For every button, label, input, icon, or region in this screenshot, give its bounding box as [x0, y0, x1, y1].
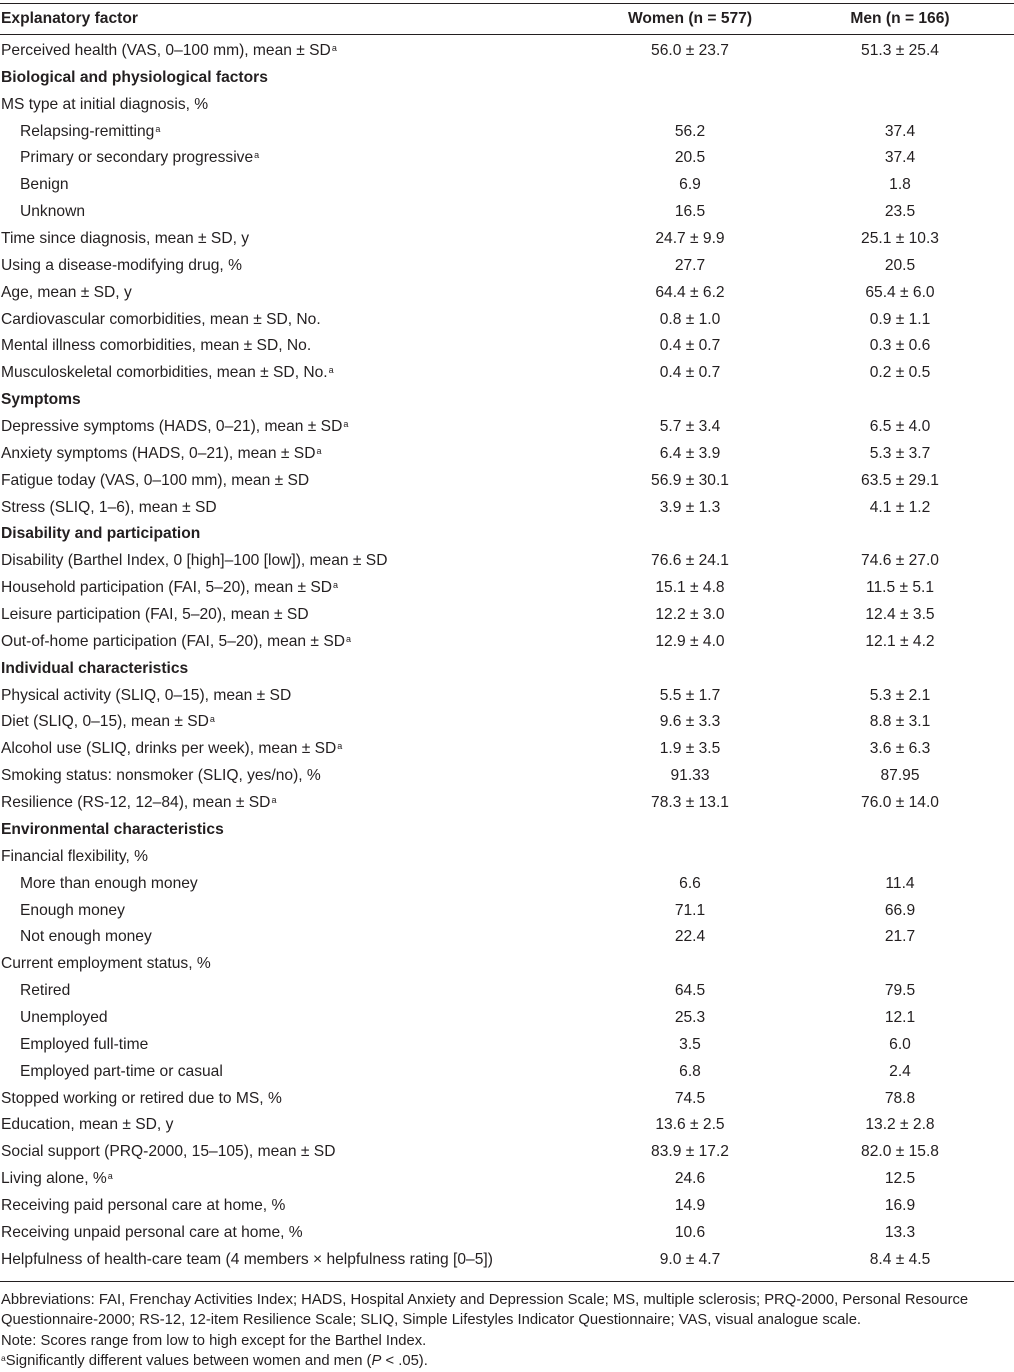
- women-value: 6.8: [679, 1062, 701, 1080]
- significance-marker: a: [107, 1171, 113, 1182]
- row-label-text: Leisure participation (FAI, 5–20), mean ± SD: [1, 606, 309, 624]
- table-row: [0, 333, 1014, 360]
- row-label: [1, 92, 208, 119]
- women-value: 0.8 ± 1.0: [659, 310, 721, 328]
- row-label: [1, 844, 148, 871]
- table-header: [0, 4, 1014, 35]
- women-value: 9.6 ± 3.3: [659, 713, 721, 731]
- men-value: 1.8: [889, 176, 911, 194]
- row-label-text: Biological and physiological factors: [1, 68, 268, 86]
- table-row: [0, 92, 1014, 119]
- men-value: 13.3: [884, 1223, 916, 1241]
- men-value: 0.3 ± 0.6: [869, 337, 931, 355]
- men-value: 66.9: [884, 901, 916, 919]
- row-label: [1, 629, 351, 656]
- table-row: [0, 898, 1014, 925]
- row-label-text: Living alone, %: [1, 1170, 107, 1188]
- header-women: Women (n = 577): [627, 10, 753, 27]
- row-label: [20, 119, 160, 146]
- table-row: [0, 1112, 1014, 1139]
- row-label: [1, 307, 321, 334]
- table-row: [0, 199, 1014, 226]
- table-row: [0, 763, 1014, 790]
- row-label-text: Retired: [20, 982, 71, 1000]
- row-label-text: Fatigue today (VAS, 0–100 mm), mean ± SD: [1, 471, 310, 489]
- table-row: [0, 414, 1014, 441]
- significance-marker: a: [328, 365, 334, 376]
- women-value: 3.9 ± 1.3: [659, 498, 721, 516]
- women-value: 27.7: [674, 256, 706, 274]
- abbreviations-note: Abbreviations: FAI, Frenchay Activities Index; HADS, Hospital Anxiety and Depression Scale; MS, multiple sclerosis; PRQ-2000, Personal Resource Questionnaire-2000; RS-12, 12-item Resilience Scale; SLIQ, Simple Lifestyles Indicator Questionnaire; VAS, visual analogue scale.: [1, 1291, 969, 1329]
- row-label-text: Alcohol use (SLIQ, drinks per week), mean ± SD: [1, 740, 337, 758]
- table-row: [0, 951, 1014, 978]
- men-value: 74.6 ± 27.0: [861, 552, 939, 570]
- table-row: [0, 1193, 1014, 1220]
- table-row: [0, 1059, 1014, 1086]
- women-value: 0.4 ± 0.7: [659, 337, 721, 355]
- row-label-text: Financial flexibility, %: [1, 847, 149, 865]
- table-row: [0, 1139, 1014, 1166]
- row-label-text: Out-of-home participation (FAI, 5–20), mean ± SD: [1, 632, 345, 650]
- table-row: [0, 683, 1014, 710]
- row-label-text: Household participation (FAI, 5–20), mean ± SD: [1, 579, 333, 597]
- table-row: [0, 1086, 1014, 1113]
- row-label-text: Diet (SLIQ, 0–15), mean ± SD: [1, 713, 209, 731]
- table-row: [0, 226, 1014, 253]
- table-row: [0, 629, 1014, 656]
- row-label: [1, 468, 309, 495]
- women-value: 10.6: [674, 1223, 706, 1241]
- significance-marker: a: [316, 445, 322, 456]
- table-row: [0, 736, 1014, 763]
- row-label: [1, 951, 211, 978]
- table-row: [0, 441, 1014, 468]
- men-value: 82.0 ± 15.8: [861, 1143, 939, 1161]
- row-label-text: Unknown: [20, 203, 86, 221]
- row-label-text: Stress (SLIQ, 1–6), mean ± SD: [1, 498, 217, 516]
- men-value: 21.7: [884, 928, 916, 946]
- women-value: 14.9: [674, 1196, 706, 1214]
- women-value: 22.4: [674, 928, 706, 946]
- row-label: [1, 1193, 285, 1220]
- row-label: [20, 199, 85, 226]
- row-label-text: Stopped working or retired due to MS, %: [1, 1089, 282, 1107]
- row-label: [20, 172, 69, 199]
- row-label-text: Physical activity (SLIQ, 0–15), mean ± SD: [1, 686, 292, 704]
- table-row: [0, 602, 1014, 629]
- row-label: [1, 817, 224, 844]
- men-value: 0.9 ± 1.1: [869, 310, 931, 328]
- women-value: 1.9 ± 3.5: [659, 740, 721, 758]
- row-label-text: Benign: [20, 176, 69, 194]
- table-row: [0, 978, 1014, 1005]
- men-value: 8.4 ± 4.5: [869, 1250, 931, 1268]
- row-label: [20, 978, 70, 1005]
- row-label-text: Relapsing-remitting: [20, 122, 155, 140]
- section-heading-row: [0, 817, 1014, 844]
- table-row: [0, 1005, 1014, 1032]
- row-label: [1, 1139, 335, 1166]
- women-value: 6.9: [679, 176, 701, 194]
- men-value: 6.5 ± 4.0: [869, 418, 931, 436]
- row-label: [1, 38, 337, 65]
- header-factor: Explanatory factor: [1, 10, 138, 27]
- women-value: 9.0 ± 4.7: [659, 1250, 721, 1268]
- significance-marker: a: [271, 795, 277, 806]
- row-label-text: Time since diagnosis, mean ± SD, y: [1, 230, 250, 248]
- row-label: [1, 333, 311, 360]
- row-label: [1, 602, 309, 629]
- row-label: [1, 1166, 113, 1193]
- row-label-text: Social support (PRQ-2000, 15–105), mean ± SD: [1, 1143, 336, 1161]
- table-row: [0, 119, 1014, 146]
- women-value: 76.6 ± 24.1: [651, 552, 729, 570]
- men-value: 3.6 ± 6.3: [869, 740, 931, 758]
- significance-marker: a: [331, 43, 337, 53]
- table-row: [0, 360, 1014, 387]
- row-label: [20, 924, 152, 951]
- men-value: 79.5: [884, 982, 916, 1000]
- men-value: 23.5: [884, 203, 916, 221]
- table-row: [0, 871, 1014, 898]
- row-label-text: Perceived health (VAS, 0–100 mm), mean ± SD: [1, 42, 331, 59]
- table-row: [0, 172, 1014, 199]
- men-value: 5.3 ± 3.7: [869, 444, 931, 462]
- men-value: 37.4: [884, 149, 916, 167]
- row-label-text: Employed part-time or casual: [20, 1062, 223, 1080]
- women-value: 25.3: [674, 1008, 706, 1026]
- row-label: [20, 898, 125, 925]
- row-label: [1, 790, 276, 817]
- row-label: [1, 226, 249, 253]
- row-label: [1, 521, 200, 548]
- table-row: [0, 1247, 1014, 1274]
- table-body: [0, 38, 1014, 1274]
- women-value: 12.2 ± 3.0: [655, 606, 725, 624]
- women-value: 16.5: [674, 203, 706, 221]
- row-label-text: Primary or secondary progressive: [20, 149, 254, 167]
- women-value: 24.6: [674, 1170, 706, 1188]
- significance-marker: a: [333, 580, 339, 591]
- row-label: [1, 736, 342, 763]
- row-label-text: Unemployed: [20, 1008, 108, 1026]
- men-value: 0.2 ± 0.5: [869, 364, 931, 382]
- women-value: 71.1: [674, 901, 706, 919]
- row-label: [1, 280, 132, 307]
- table-row: [0, 1166, 1014, 1193]
- women-value: 78.3 ± 13.1: [651, 794, 729, 812]
- section-heading-row: [0, 521, 1014, 548]
- row-label: [1, 1112, 173, 1139]
- row-label-text: Using a disease-modifying drug, %: [1, 256, 242, 274]
- row-label-text: Individual characteristics: [1, 659, 189, 677]
- table-row: [0, 253, 1014, 280]
- men-value: 5.3 ± 2.1: [869, 686, 931, 704]
- women-value: 74.5: [674, 1089, 706, 1107]
- header-men: Men (n = 166): [850, 10, 950, 27]
- table-footnotes: [0, 1281, 1014, 1372]
- row-label: [20, 145, 259, 172]
- men-value: 87.95: [880, 767, 920, 785]
- row-label: [20, 1032, 148, 1059]
- men-value: 63.5 ± 29.1: [861, 471, 939, 489]
- women-value: 5.5 ± 1.7: [659, 686, 721, 704]
- men-value: 11.4: [885, 874, 915, 892]
- men-value: 13.2 ± 2.8: [865, 1116, 935, 1134]
- row-label-text: Anxiety symptoms (HADS, 0–21), mean ± SD: [1, 444, 316, 462]
- section-heading-row: [0, 656, 1014, 683]
- significance-marker: a: [209, 714, 215, 725]
- row-label: [1, 65, 268, 92]
- men-value: 12.5: [884, 1170, 916, 1188]
- row-label-text: Not enough money: [20, 928, 152, 946]
- women-value: 15.1 ± 4.8: [655, 579, 725, 597]
- row-label: [1, 441, 322, 468]
- row-label-text: Symptoms: [1, 391, 81, 409]
- row-label-text: Education, mean ± SD, y: [1, 1116, 174, 1134]
- men-value: 78.8: [884, 1089, 916, 1107]
- row-label: [20, 1059, 223, 1086]
- row-label: [1, 1086, 282, 1113]
- men-value: 20.5: [884, 256, 916, 274]
- row-label: [1, 656, 188, 683]
- women-value: 56.2: [674, 122, 706, 140]
- row-label-text: More than enough money: [20, 874, 198, 892]
- women-value: 64.4 ± 6.2: [655, 283, 725, 301]
- women-value: 64.5: [674, 982, 706, 1000]
- row-label-text: Mental illness comorbidities, mean ± SD, No.: [1, 337, 312, 355]
- women-value: 0.4 ± 0.7: [659, 364, 721, 382]
- men-value: 4.1 ± 1.2: [869, 498, 931, 516]
- women-value: 56.0 ± 23.7: [651, 42, 729, 59]
- table-row: [0, 145, 1014, 172]
- men-value: 65.4 ± 6.0: [865, 283, 935, 301]
- row-label-text: Current employment status, %: [1, 955, 211, 973]
- row-label-text: Receiving paid personal care at home, %: [1, 1196, 286, 1214]
- row-label: [1, 414, 348, 441]
- women-value: 91.33: [670, 767, 710, 785]
- row-label: [20, 1005, 108, 1032]
- row-label-text: Enough money: [20, 901, 125, 919]
- men-value: 2.4: [889, 1062, 911, 1080]
- significance-marker: a: [343, 419, 349, 430]
- row-label-text: Employed full-time: [20, 1035, 149, 1053]
- women-value: 83.9 ± 17.2: [651, 1143, 729, 1161]
- men-value: 12.1 ± 4.2: [865, 632, 935, 650]
- significance-marker: a: [254, 150, 260, 161]
- women-value: 6.6: [679, 874, 701, 892]
- row-label-text: Disability (Barthel Index, 0 [high]–100 [low]), mean ± SD: [1, 552, 388, 570]
- women-value: 56.9 ± 30.1: [651, 471, 729, 489]
- scores-note: Note: Scores range from low to high except for the Barthel Index.: [1, 1332, 427, 1349]
- men-value: 12.4 ± 3.5: [865, 606, 935, 624]
- table-row: [0, 307, 1014, 334]
- row-label: [1, 709, 215, 736]
- women-value: 5.7 ± 3.4: [659, 418, 721, 436]
- significance-marker: a: [345, 633, 351, 644]
- row-label: [1, 360, 334, 387]
- row-label-text: MS type at initial diagnosis, %: [1, 95, 209, 113]
- significance-marker: a: [337, 741, 343, 752]
- table-row: [0, 38, 1014, 65]
- row-label: [1, 495, 217, 522]
- row-label: [1, 575, 338, 602]
- table-row: [0, 790, 1014, 817]
- p-symbol: P: [371, 1353, 382, 1370]
- row-label-text: Resilience (RS-12, 12–84), mean ± SD: [1, 794, 271, 812]
- characteristics-table: [0, 3, 1014, 1372]
- table-row: [0, 844, 1014, 871]
- row-label-text: Helpfulness of health-care team (4 members × helpfulness rating [0–5]): [1, 1250, 493, 1268]
- men-value: 37.4: [884, 122, 916, 140]
- row-label: [1, 253, 242, 280]
- men-value: 25.1 ± 10.3: [861, 230, 939, 248]
- significance-marker: a: [155, 123, 161, 134]
- table-row: [0, 709, 1014, 736]
- men-value: 51.3 ± 25.4: [861, 42, 939, 59]
- row-label-text: Disability and participation: [1, 525, 201, 543]
- men-value: 11.5 ± 5.1: [865, 579, 935, 597]
- row-label: [1, 683, 291, 710]
- row-label-text: Musculoskeletal comorbidities, mean ± SD, No.: [1, 364, 328, 382]
- sig-text-end: < .05).: [381, 1353, 428, 1370]
- sig-text: Significantly different values between women and men (: [5, 1353, 372, 1370]
- men-value: 12.1: [884, 1008, 916, 1026]
- row-label: [1, 387, 81, 414]
- row-label-text: Smoking status: nonsmoker (SLIQ, yes/no), %: [1, 767, 321, 785]
- table-row: [0, 1032, 1014, 1059]
- row-label: [1, 548, 387, 575]
- table-row: [0, 468, 1014, 495]
- women-value: 13.6 ± 2.5: [655, 1116, 725, 1134]
- women-value: 24.7 ± 9.9: [655, 230, 725, 248]
- women-value: 20.5: [674, 149, 706, 167]
- row-label-text: Age, mean ± SD, y: [1, 283, 132, 301]
- men-value: 16.9: [884, 1196, 916, 1214]
- table-row: [0, 548, 1014, 575]
- row-label: [1, 1220, 303, 1247]
- table-row: [0, 280, 1014, 307]
- table-row: [0, 1220, 1014, 1247]
- row-label: [1, 763, 321, 790]
- women-value: 3.5: [679, 1035, 701, 1053]
- row-label: [1, 1247, 493, 1274]
- row-label-text: Depressive symptoms (HADS, 0–21), mean ± SD: [1, 418, 343, 436]
- section-heading-row: [0, 387, 1014, 414]
- significance-note: [1, 1351, 1014, 1372]
- table-row: [0, 924, 1014, 951]
- row-label-text: Environmental characteristics: [1, 820, 224, 838]
- table-row: [0, 575, 1014, 602]
- row-label-text: Receiving unpaid personal care at home, %: [1, 1223, 303, 1241]
- row-label: [20, 871, 198, 898]
- men-value: 76.0 ± 14.0: [861, 794, 939, 812]
- table-row: [0, 495, 1014, 522]
- women-value: 6.4 ± 3.9: [659, 444, 721, 462]
- men-value: 6.0: [889, 1035, 911, 1053]
- section-heading-row: [0, 65, 1014, 92]
- footnote-marker: a: [1, 1353, 6, 1364]
- women-value: 12.9 ± 4.0: [655, 632, 725, 650]
- row-label-text: Cardiovascular comorbidities, mean ± SD, No.: [1, 310, 321, 328]
- men-value: 8.8 ± 3.1: [869, 713, 931, 731]
